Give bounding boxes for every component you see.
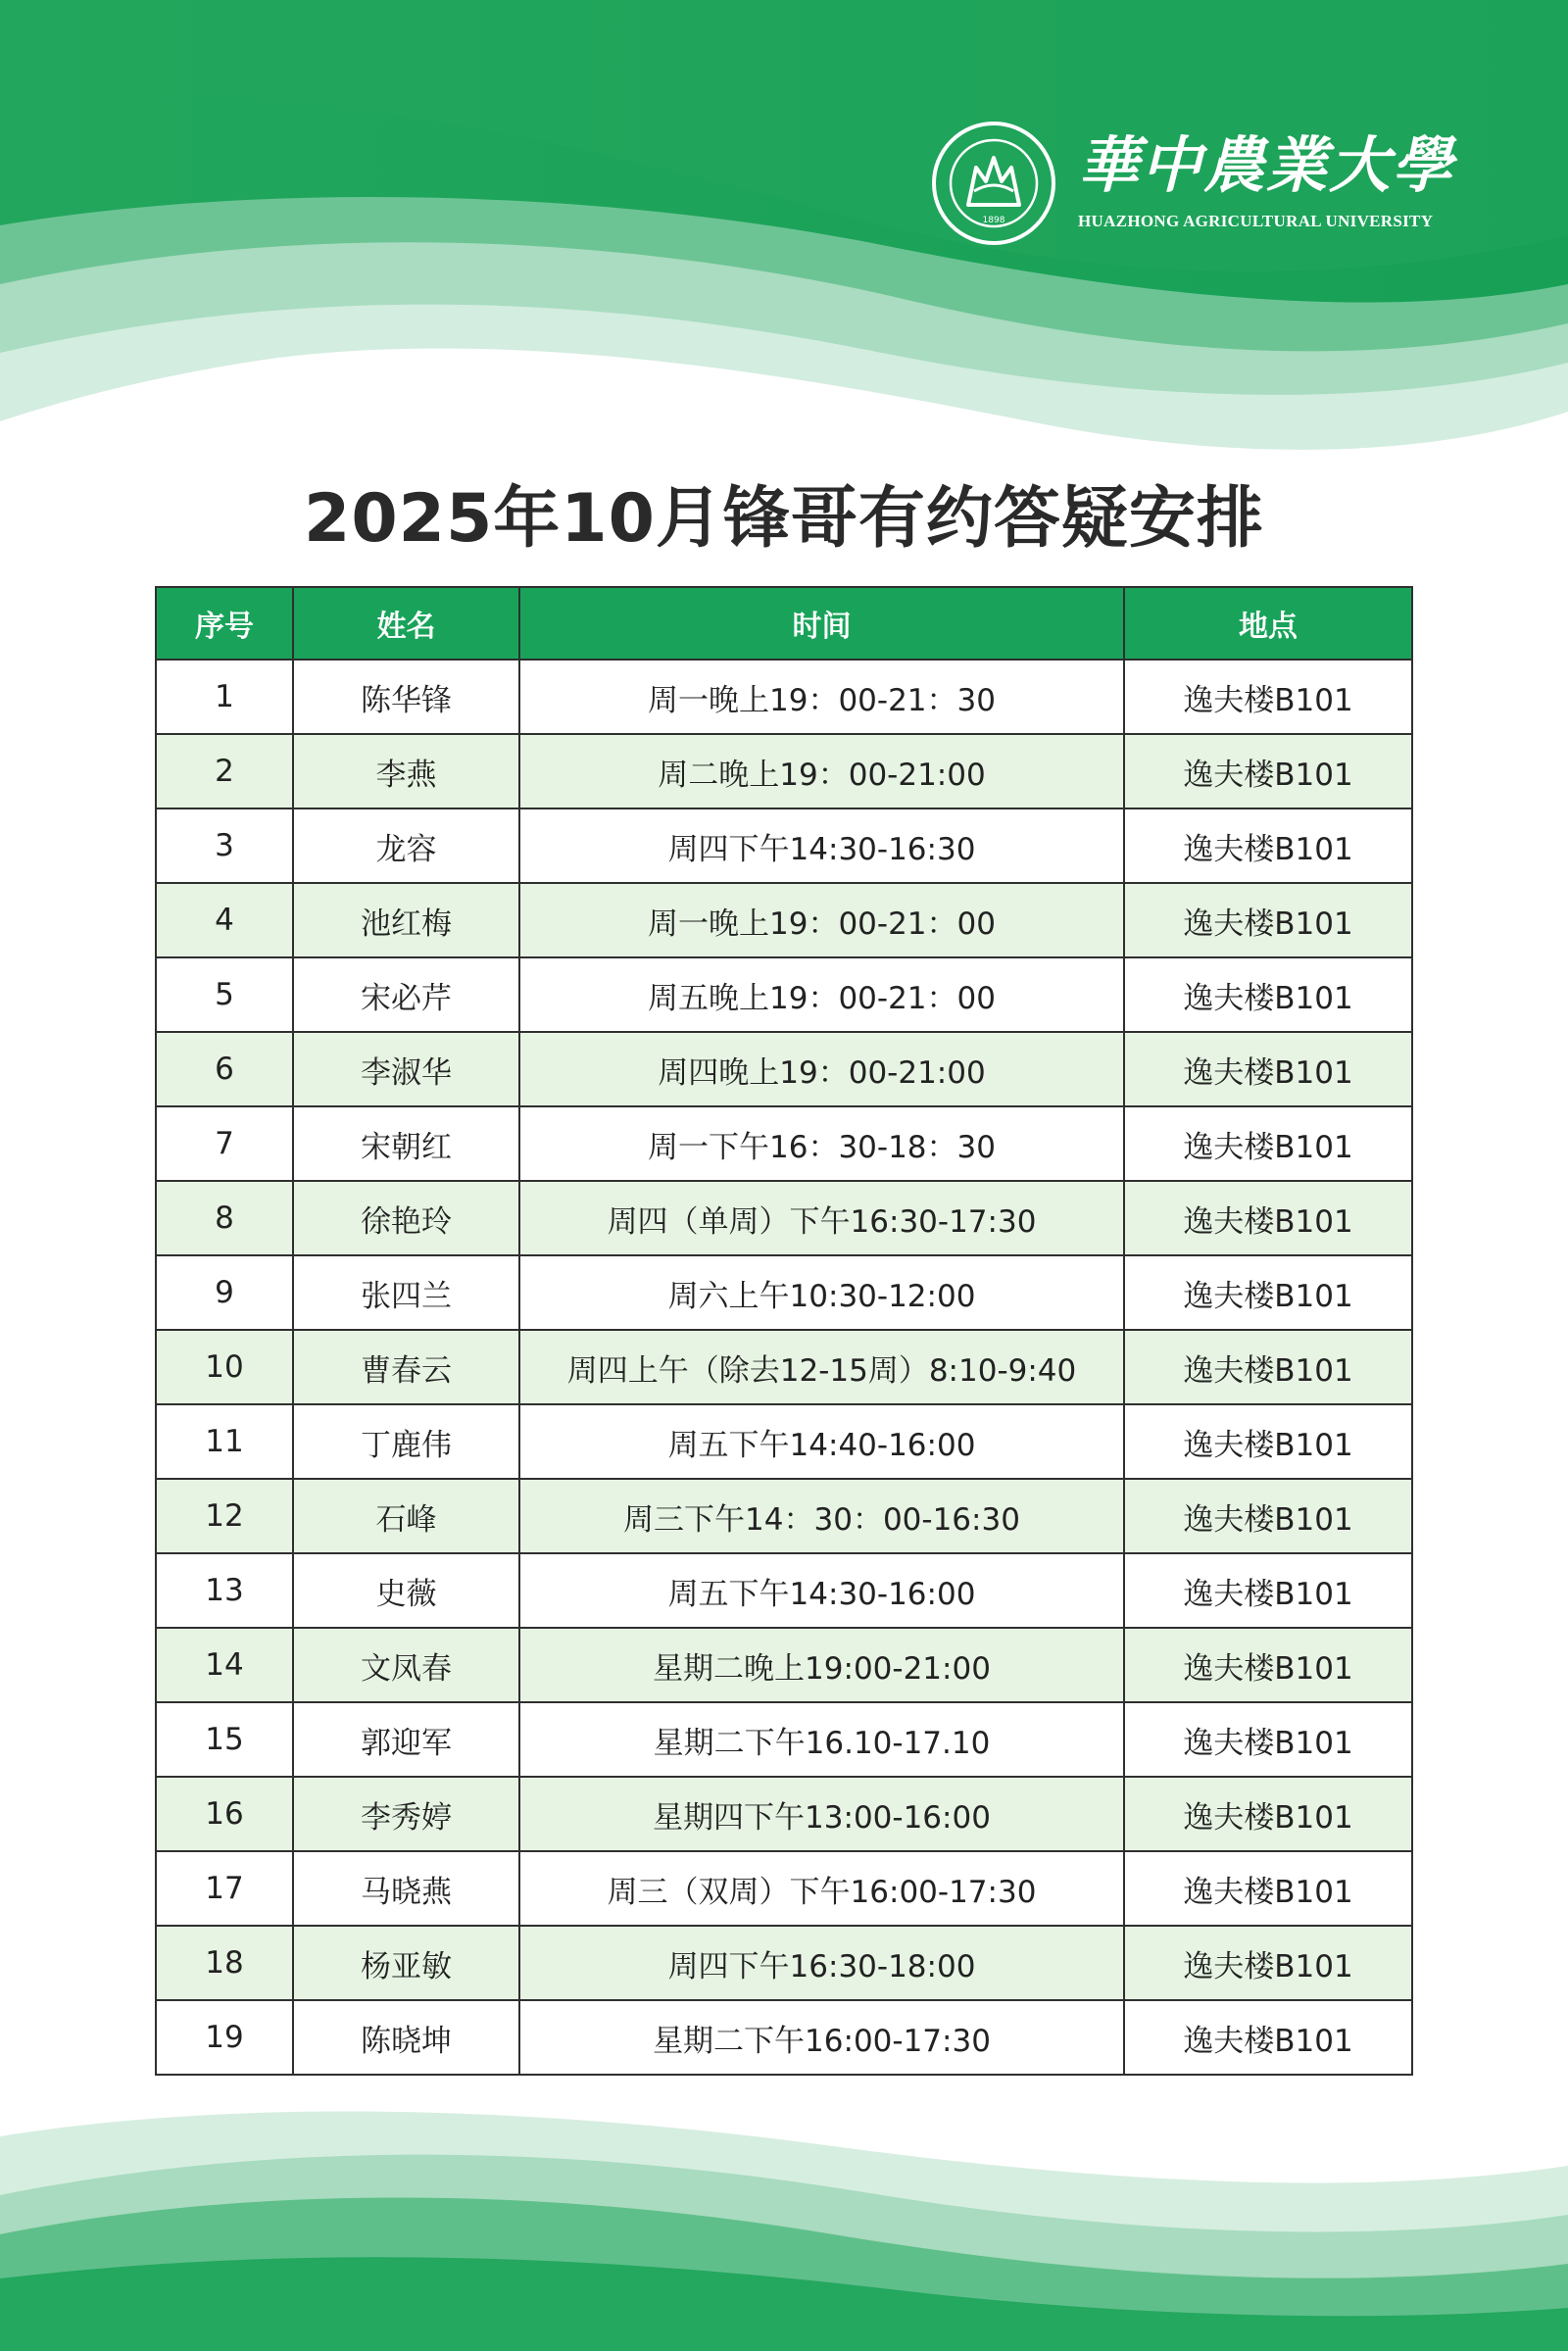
row-name: 郭迎军 bbox=[293, 1702, 519, 1777]
row-location: 逸夫楼B101 bbox=[1124, 734, 1412, 808]
row-name: 陈华锋 bbox=[293, 660, 519, 734]
row-number: 8 bbox=[156, 1181, 293, 1255]
university-logo bbox=[931, 110, 1460, 257]
row-time: 周四（单周）下午16:30-17:30 bbox=[519, 1181, 1124, 1255]
row-number: 4 bbox=[156, 883, 293, 957]
row-name: 宋必芹 bbox=[293, 957, 519, 1032]
row-location: 逸夫楼B101 bbox=[1124, 1702, 1412, 1777]
row-number: 10 bbox=[156, 1330, 293, 1404]
row-time: 周五晚上19：00-21：00 bbox=[519, 957, 1124, 1032]
row-location: 逸夫楼B101 bbox=[1124, 1255, 1412, 1330]
row-time: 星期二下午16:00-17:30 bbox=[519, 2000, 1124, 2075]
row-time: 周四下午16:30-18:00 bbox=[519, 1926, 1124, 2000]
row-location: 逸夫楼B101 bbox=[1124, 808, 1412, 883]
university-seal-icon bbox=[931, 121, 1056, 246]
table-row bbox=[156, 2000, 1412, 2075]
table-row bbox=[156, 1330, 1412, 1404]
row-number: 6 bbox=[156, 1032, 293, 1106]
row-name: 张四兰 bbox=[293, 1255, 519, 1330]
row-location: 逸夫楼B101 bbox=[1124, 1553, 1412, 1628]
university-name-cn: 華中農業大學 bbox=[1078, 129, 1455, 201]
row-time: 周一晚上19：00-21：30 bbox=[519, 660, 1124, 734]
table-row bbox=[156, 1777, 1412, 1851]
table-row bbox=[156, 1851, 1412, 1926]
row-time: 周四上午（除去12-15周）8:10-9:40 bbox=[519, 1330, 1124, 1404]
row-location: 逸夫楼B101 bbox=[1124, 1181, 1412, 1255]
row-time: 星期四下午13:00-16:00 bbox=[519, 1777, 1124, 1851]
table-row bbox=[156, 1106, 1412, 1181]
row-name: 史薇 bbox=[293, 1553, 519, 1628]
table-row bbox=[156, 1553, 1412, 1628]
row-number: 17 bbox=[156, 1851, 293, 1926]
column-header-location: 地点 bbox=[1124, 587, 1412, 660]
row-time: 周六上午10:30-12:00 bbox=[519, 1255, 1124, 1330]
table-row bbox=[156, 1702, 1412, 1777]
university-name-en: HUAZHONG AGRICULTURAL UNIVERSITY bbox=[1078, 212, 1434, 230]
footer-wave-background bbox=[0, 2078, 1568, 2351]
page-title: 2025年10月锋哥有约答疑安排 bbox=[304, 480, 1264, 558]
table-header-row bbox=[156, 587, 1412, 660]
row-number: 3 bbox=[156, 808, 293, 883]
row-location: 逸夫楼B101 bbox=[1124, 1032, 1412, 1106]
row-time: 星期二晚上19:00-21:00 bbox=[519, 1628, 1124, 1702]
table-row bbox=[156, 883, 1412, 957]
row-time: 周五下午14:40-16:00 bbox=[519, 1404, 1124, 1479]
row-number: 14 bbox=[156, 1628, 293, 1702]
row-name: 李燕 bbox=[293, 734, 519, 808]
row-time: 周一下午16：30-18：30 bbox=[519, 1106, 1124, 1181]
row-number: 7 bbox=[156, 1106, 293, 1181]
row-location: 逸夫楼B101 bbox=[1124, 1926, 1412, 2000]
table-row bbox=[156, 660, 1412, 734]
row-name: 石峰 bbox=[293, 1479, 519, 1553]
row-time: 周五下午14:30-16:00 bbox=[519, 1553, 1124, 1628]
row-number: 13 bbox=[156, 1553, 293, 1628]
row-time: 周四晚上19：00-21:00 bbox=[519, 1032, 1124, 1106]
row-location: 逸夫楼B101 bbox=[1124, 660, 1412, 734]
row-name: 马晓燕 bbox=[293, 1851, 519, 1926]
table-row bbox=[156, 1628, 1412, 1702]
row-number: 2 bbox=[156, 734, 293, 808]
row-number: 11 bbox=[156, 1404, 293, 1479]
row-name: 徐艳玲 bbox=[293, 1181, 519, 1255]
row-number: 1 bbox=[156, 660, 293, 734]
table-row bbox=[156, 1032, 1412, 1106]
row-number: 5 bbox=[156, 957, 293, 1032]
table-row bbox=[156, 808, 1412, 883]
row-location: 逸夫楼B101 bbox=[1124, 1479, 1412, 1553]
column-header-time: 时间 bbox=[519, 587, 1124, 660]
row-time: 星期二下午16.10-17.10 bbox=[519, 1702, 1124, 1777]
row-name: 杨亚敏 bbox=[293, 1926, 519, 2000]
row-location: 逸夫楼B101 bbox=[1124, 1330, 1412, 1404]
row-name: 池红梅 bbox=[293, 883, 519, 957]
row-number: 18 bbox=[156, 1926, 293, 2000]
row-time: 周三下午14：30：00-16:30 bbox=[519, 1479, 1124, 1553]
row-name: 曹春云 bbox=[293, 1330, 519, 1404]
row-number: 12 bbox=[156, 1479, 293, 1553]
row-name: 丁鹿伟 bbox=[293, 1404, 519, 1479]
row-location: 逸夫楼B101 bbox=[1124, 1404, 1412, 1479]
table-row bbox=[156, 1479, 1412, 1553]
row-name: 龙容 bbox=[293, 808, 519, 883]
row-time: 周四下午14:30-16:30 bbox=[519, 808, 1124, 883]
row-number: 15 bbox=[156, 1702, 293, 1777]
svg-text:1898: 1898 bbox=[982, 216, 1005, 225]
row-name: 李秀婷 bbox=[293, 1777, 519, 1851]
qa-schedule-table bbox=[155, 586, 1413, 2076]
row-time: 周三（双周）下午16:00-17:30 bbox=[519, 1851, 1124, 1926]
table-row bbox=[156, 1181, 1412, 1255]
table-row bbox=[156, 1404, 1412, 1479]
column-header-name: 姓名 bbox=[293, 587, 519, 660]
table-row bbox=[156, 734, 1412, 808]
row-location: 逸夫楼B101 bbox=[1124, 1851, 1412, 1926]
row-name: 李淑华 bbox=[293, 1032, 519, 1106]
row-location: 逸夫楼B101 bbox=[1124, 957, 1412, 1032]
row-name: 文凤春 bbox=[293, 1628, 519, 1702]
row-location: 逸夫楼B101 bbox=[1124, 1106, 1412, 1181]
table-row bbox=[156, 957, 1412, 1032]
row-number: 16 bbox=[156, 1777, 293, 1851]
row-number: 9 bbox=[156, 1255, 293, 1330]
table-row bbox=[156, 1255, 1412, 1330]
row-location: 逸夫楼B101 bbox=[1124, 1777, 1412, 1851]
table-row bbox=[156, 1926, 1412, 2000]
column-header-number: 序号 bbox=[156, 587, 293, 660]
row-time: 周二晚上19：00-21:00 bbox=[519, 734, 1124, 808]
row-time: 周一晚上19：00-21：00 bbox=[519, 883, 1124, 957]
row-location: 逸夫楼B101 bbox=[1124, 1628, 1412, 1702]
row-location: 逸夫楼B101 bbox=[1124, 883, 1412, 957]
row-location: 逸夫楼B101 bbox=[1124, 2000, 1412, 2075]
row-number: 19 bbox=[156, 2000, 293, 2075]
row-name: 陈晓坤 bbox=[293, 2000, 519, 2075]
row-name: 宋朝红 bbox=[293, 1106, 519, 1181]
